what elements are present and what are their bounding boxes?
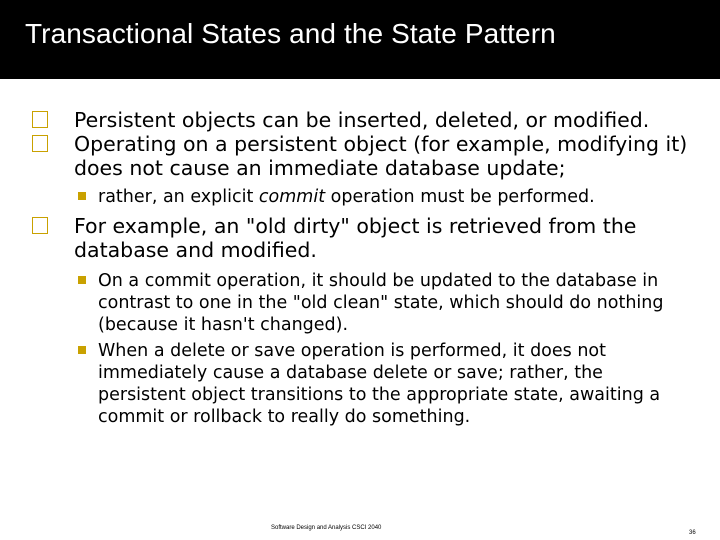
- bullet-level2: [32, 186, 692, 208]
- title-bar: [0, 0, 720, 79]
- slide-footer: Software Design and Analysis CSCI 2040: [271, 525, 382, 531]
- bullet-text: Operating on a persistent object (for example, modifying it) does not cause an immediate database update;: [74, 132, 688, 180]
- slide-title: Transactional States and the State Pattern: [25, 18, 556, 49]
- page-number: 36: [689, 530, 696, 536]
- square-bullet-icon: [78, 192, 86, 200]
- bullet-text-emphasis: commit: [258, 187, 326, 207]
- bullet-text: For example, an "old dirty" object is retrieved from the database and modified.: [74, 214, 637, 262]
- bullet-level1: [32, 132, 692, 180]
- bullet-text: On a commit operation, it should be updated to the database in contrast to one in the "old clean" state, which should do nothing (because it hasn't changed).: [98, 271, 664, 335]
- square-bullet-icon: [32, 217, 48, 234]
- slide-content: [32, 108, 692, 428]
- square-bullet-icon: [32, 135, 48, 152]
- bullet-text: Persistent objects can be inserted, deleted, or modified.: [74, 108, 650, 132]
- bullet-text-before: rather, an explicit: [98, 187, 259, 207]
- square-bullet-icon: [32, 111, 48, 128]
- bullet-level2: [32, 270, 692, 336]
- bullet-level1: [32, 108, 692, 132]
- bullet-text-after: operation must be performed.: [325, 187, 595, 207]
- bullet-text: When a delete or save operation is performed, it does not immediately cause a database delete or save; rather, the persistent object transitions to the appropriate state, awaiting a commit or rollback to really do something.: [98, 341, 661, 427]
- bullet-level1: [32, 214, 692, 262]
- bullet-level2: [32, 340, 692, 428]
- square-bullet-icon: [78, 276, 86, 284]
- square-bullet-icon: [78, 346, 86, 354]
